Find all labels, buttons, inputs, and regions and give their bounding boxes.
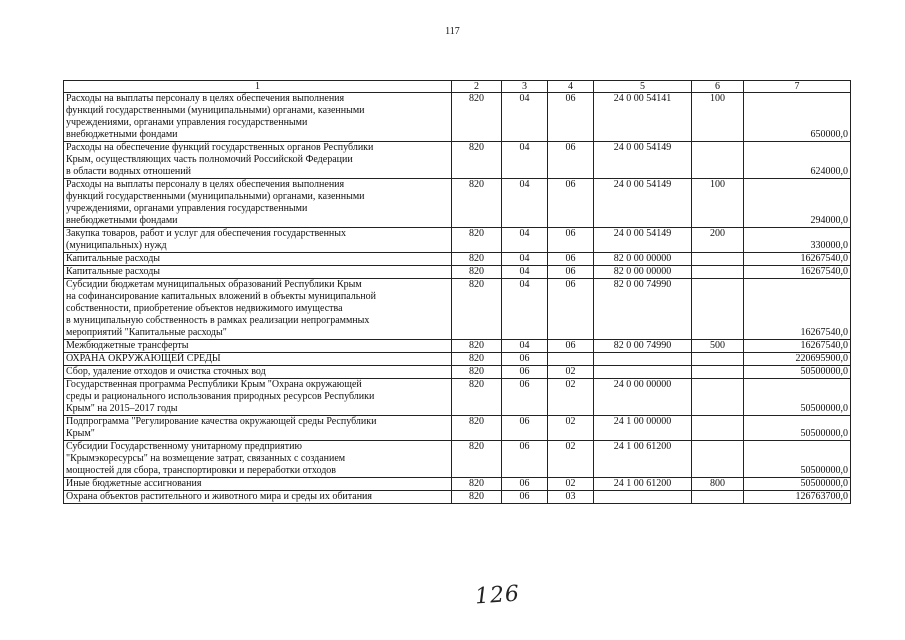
table-row: [64, 416, 851, 441]
cell-c6: 500: [692, 340, 744, 353]
cell-c3: 06: [502, 379, 548, 416]
column-header: 6: [692, 81, 744, 93]
row-name-line: функций государственными (муниципальными) органами, казенными: [66, 191, 365, 202]
cell-c5: 82 0 00 74990: [594, 340, 692, 353]
cell-c6: [692, 379, 744, 416]
cell-c3: 06: [502, 478, 548, 491]
cell-c5: 24 0 00 54141: [594, 93, 692, 142]
table-row: [64, 228, 851, 253]
cell-c7: 50500000,0: [744, 416, 851, 441]
row-name-line: внебюджетными фондами: [66, 129, 178, 140]
row-name-line: мероприятий "Капитальные расходы": [66, 327, 227, 338]
table-row: [64, 142, 851, 179]
row-name-line: Капитальные расходы: [66, 266, 161, 277]
cell-c4: 02: [548, 441, 594, 478]
cell-c4: 06: [548, 142, 594, 179]
row-name-line: Охрана объектов растительного и животного мира и среды их обитания: [66, 491, 373, 502]
row-name-line: Капитальные расходы: [66, 253, 161, 264]
cell-c5: [594, 366, 692, 379]
table-row: [64, 179, 851, 228]
cell-c2: 820: [452, 379, 502, 416]
cell-c4: 06: [548, 93, 594, 142]
row-name-line: (муниципальных) нужд: [66, 240, 167, 251]
cell-c4: 02: [548, 366, 594, 379]
cell-c4: 02: [548, 379, 594, 416]
cell-c6: [692, 353, 744, 366]
row-name-line: внебюджетными фондами: [66, 215, 178, 226]
cell-c5: 82 0 00 00000: [594, 266, 692, 279]
cell-c6: [692, 266, 744, 279]
cell-c5: 24 1 00 61200: [594, 478, 692, 491]
row-name-cell: [64, 416, 452, 441]
row-name-line: на софинансирование капитальных вложений в объекты муниципальной: [66, 291, 376, 302]
cell-c7: 650000,0: [744, 93, 851, 142]
cell-c2: 820: [452, 93, 502, 142]
row-name-cell: [64, 266, 452, 279]
row-name-cell: [64, 340, 452, 353]
cell-c7: 16267540,0: [744, 253, 851, 266]
row-name-line: учреждениями, органами управления государственными: [66, 203, 308, 214]
cell-c2: 820: [452, 179, 502, 228]
table-row: [64, 340, 851, 353]
cell-c3: 06: [502, 366, 548, 379]
table-row: [64, 266, 851, 279]
table-row: [64, 253, 851, 266]
column-header: 5: [594, 81, 692, 93]
row-name-cell: [64, 93, 452, 142]
table-row: [64, 491, 851, 504]
cell-c4: 06: [548, 179, 594, 228]
cell-c5: 24 1 00 00000: [594, 416, 692, 441]
cell-c3: 04: [502, 142, 548, 179]
cell-c3: 04: [502, 253, 548, 266]
cell-c7: 126763700,0: [744, 491, 851, 504]
cell-c7: 330000,0: [744, 228, 851, 253]
cell-c7: 50500000,0: [744, 379, 851, 416]
cell-c6: 100: [692, 179, 744, 228]
row-name-line: ОХРАНА ОКРУЖАЮЩЕЙ СРЕДЫ: [66, 353, 221, 364]
row-name-line: Подпрограмма "Регулирование качества окружающей среды Республики: [66, 416, 377, 427]
cell-c3: 06: [502, 491, 548, 504]
row-name-line: Расходы на выплаты персоналу в целях обеспечения выполнения: [66, 93, 345, 104]
cell-c6: 100: [692, 93, 744, 142]
column-header: 2: [452, 81, 502, 93]
cell-c2: 820: [452, 416, 502, 441]
cell-c6: [692, 491, 744, 504]
cell-c6: 200: [692, 228, 744, 253]
cell-c7: 624000,0: [744, 142, 851, 179]
table-row: [64, 366, 851, 379]
cell-c2: 820: [452, 279, 502, 340]
table-row: [64, 279, 851, 340]
cell-c4: 06: [548, 228, 594, 253]
cell-c6: [692, 416, 744, 441]
row-name-cell: [64, 228, 452, 253]
row-name-line: в муниципальную собственность в рамках реализации непрограммных: [66, 315, 370, 326]
row-name-line: учреждениями, органами управления государственными: [66, 117, 308, 128]
cell-c7: 294000,0: [744, 179, 851, 228]
table-header-row: [64, 81, 851, 93]
cell-c5: 82 0 00 00000: [594, 253, 692, 266]
column-header: 7: [744, 81, 851, 93]
cell-c3: 06: [502, 416, 548, 441]
cell-c4: 06: [548, 279, 594, 340]
row-name-line: Крым" на 2015–2017 годы: [66, 403, 178, 414]
row-name-line: Субсидии Государственному унитарному предприятию: [66, 441, 302, 452]
cell-c3: 04: [502, 340, 548, 353]
table-row: [64, 441, 851, 478]
budget-table: [63, 80, 851, 504]
row-name-line: среды и рационального использования природных ресурсов Республики: [66, 391, 375, 402]
cell-c5: 24 0 00 54149: [594, 142, 692, 179]
row-name-line: Расходы на обеспечение функций государственных органов Республики: [66, 142, 374, 153]
row-name-cell: [64, 491, 452, 504]
row-name-line: Субсидии бюджетам муниципальных образований Республики Крым: [66, 279, 362, 290]
row-name-line: Расходы на выплаты персоналу в целях обеспечения выполнения: [66, 179, 345, 190]
cell-c7: 50500000,0: [744, 478, 851, 491]
cell-c3: 04: [502, 266, 548, 279]
column-header: 1: [64, 81, 452, 93]
cell-c4: 02: [548, 416, 594, 441]
row-name-line: Межбюджетные трансферты: [66, 340, 189, 351]
row-name-cell: [64, 366, 452, 379]
row-name-line: в области водных отношений: [66, 166, 191, 177]
cell-c6: 800: [692, 478, 744, 491]
cell-c3: 04: [502, 279, 548, 340]
table-row: [64, 379, 851, 416]
row-name-cell: [64, 253, 452, 266]
row-name-cell: [64, 279, 452, 340]
cell-c7: 16267540,0: [744, 279, 851, 340]
cell-c5: 24 1 00 61200: [594, 441, 692, 478]
cell-c2: 820: [452, 366, 502, 379]
row-name-cell: [64, 478, 452, 491]
cell-c6: [692, 366, 744, 379]
cell-c7: 50500000,0: [744, 441, 851, 478]
row-name-line: Сбор, удаление отходов и очистка сточных вод: [66, 366, 266, 377]
row-name-line: функций государственными (муниципальными) органами, казенными: [66, 105, 365, 116]
cell-c4: 06: [548, 266, 594, 279]
cell-c5: 24 0 00 00000: [594, 379, 692, 416]
cell-c7: 16267540,0: [744, 266, 851, 279]
row-name-cell: [64, 179, 452, 228]
cell-c3: 04: [502, 93, 548, 142]
page-number: 117: [445, 26, 460, 37]
cell-c6: [692, 441, 744, 478]
column-header: 3: [502, 81, 548, 93]
row-name-line: Закупка товаров, работ и услуг для обеспечения государственных: [66, 228, 347, 239]
row-name-cell: [64, 379, 452, 416]
row-name-line: Крым": [66, 428, 95, 439]
column-header: 4: [548, 81, 594, 93]
cell-c2: 820: [452, 441, 502, 478]
cell-c5: [594, 491, 692, 504]
row-name-line: "Крымэкоресурсы" на возмещение затрат, связанных с созданием: [66, 453, 346, 464]
cell-c2: 820: [452, 478, 502, 491]
handwritten-page-number: 126: [474, 581, 521, 610]
cell-c6: [692, 253, 744, 266]
cell-c3: 04: [502, 179, 548, 228]
cell-c4: 03: [548, 491, 594, 504]
cell-c7: 16267540,0: [744, 340, 851, 353]
cell-c5: 82 0 00 74990: [594, 279, 692, 340]
row-name-line: собственности, приобретение объектов недвижимого имущества: [66, 303, 343, 314]
cell-c2: 820: [452, 353, 502, 366]
cell-c2: 820: [452, 266, 502, 279]
cell-c2: 820: [452, 253, 502, 266]
cell-c4: [548, 353, 594, 366]
row-name-line: Государственная программа Республики Крым "Охрана окружающей: [66, 379, 362, 390]
cell-c3: 04: [502, 228, 548, 253]
row-name-line: мощностей для сбора, транспортировки и переработки отходов: [66, 465, 337, 476]
row-name-line: Иные бюджетные ассигнования: [66, 478, 202, 489]
cell-c4: 02: [548, 478, 594, 491]
cell-c2: 820: [452, 228, 502, 253]
cell-c5: [594, 353, 692, 366]
cell-c4: 06: [548, 340, 594, 353]
cell-c7: 220695900,0: [744, 353, 851, 366]
cell-c3: 06: [502, 353, 548, 366]
row-name-cell: [64, 353, 452, 366]
cell-c5: 24 0 00 54149: [594, 179, 692, 228]
row-name-cell: [64, 142, 452, 179]
cell-c3: 06: [502, 441, 548, 478]
row-name-cell: [64, 441, 452, 478]
cell-c5: 24 0 00 54149: [594, 228, 692, 253]
cell-c4: 06: [548, 253, 594, 266]
cell-c6: [692, 279, 744, 340]
cell-c2: 820: [452, 142, 502, 179]
cell-c2: 820: [452, 491, 502, 504]
cell-c2: 820: [452, 340, 502, 353]
cell-c6: [692, 142, 744, 179]
cell-c7: 50500000,0: [744, 366, 851, 379]
table-row: [64, 478, 851, 491]
row-name-line: Крым, осуществляющих часть полномочий Российской Федерации: [66, 154, 353, 165]
table-row: [64, 353, 851, 366]
table-row: [64, 93, 851, 142]
